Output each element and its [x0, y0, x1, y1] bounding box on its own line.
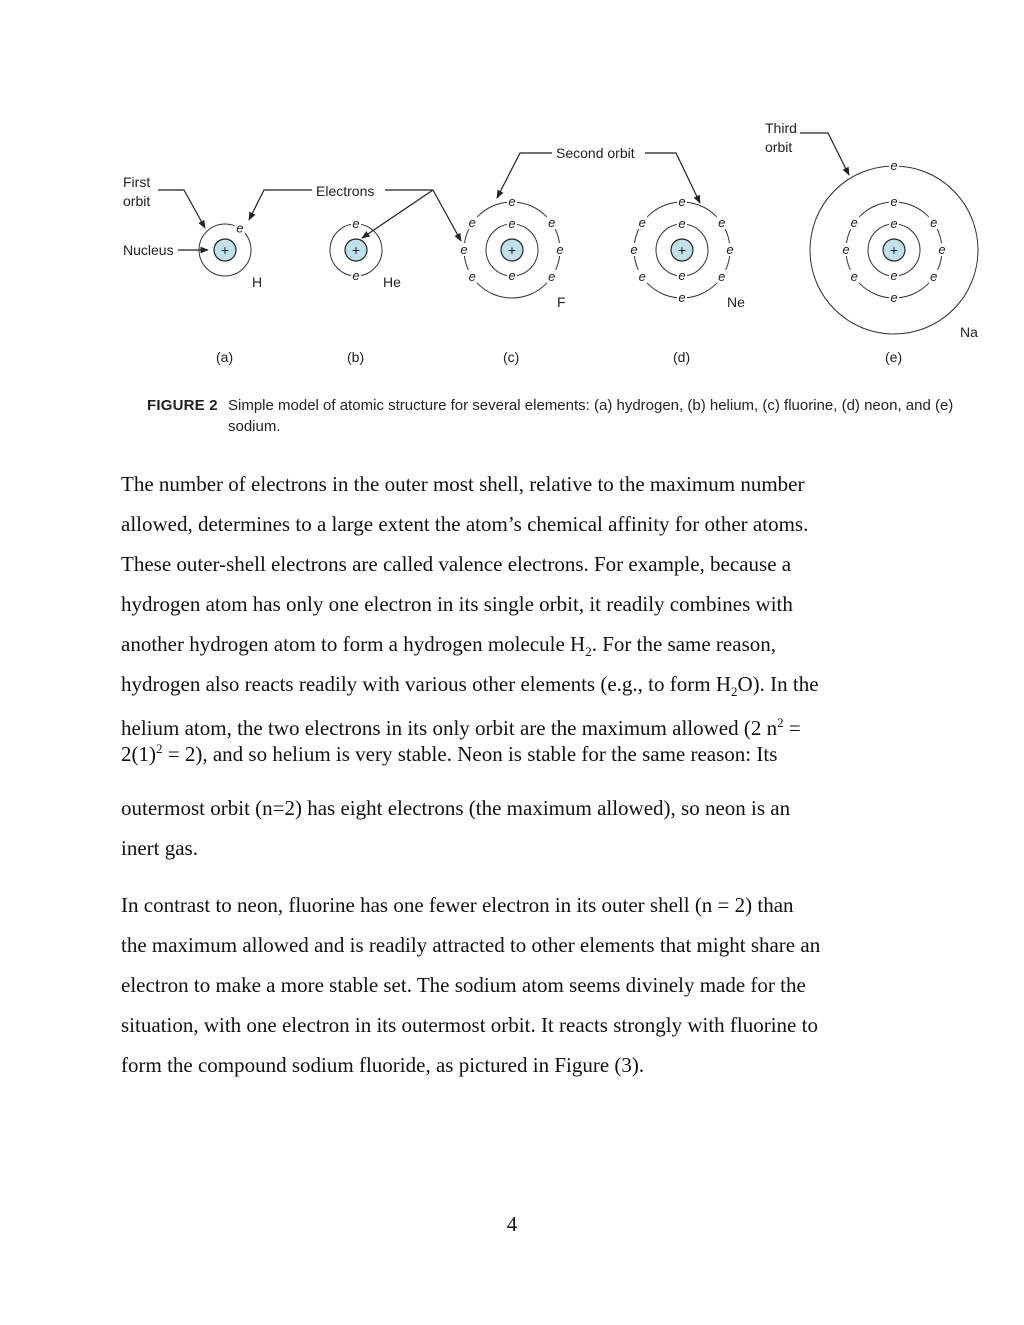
electron: e	[468, 268, 476, 284]
text-run: O). In the	[737, 672, 819, 696]
text-line	[121, 704, 911, 740]
electron: e	[352, 216, 360, 231]
electron: e	[508, 268, 516, 283]
text-line	[121, 664, 911, 704]
text-line: These outer-shell electrons are called valence electrons. For example, because a	[121, 552, 792, 576]
paragraph-fluorine-sodium	[121, 885, 911, 1085]
atom-na	[810, 158, 978, 334]
text-line	[121, 624, 911, 664]
text-line: situation, with one electron in its outermost orbit. It reacts strongly with fluorine to	[121, 1013, 818, 1037]
panel-label-a: (a)	[216, 349, 234, 365]
figure-caption-text: Simple model of atomic structure for several elements: (a) hydrogen, (b) helium, (c) fluorine, (d) neon, and (e) sodium.	[228, 397, 954, 435]
electron-arrow-f	[433, 190, 461, 241]
subscript: 2	[585, 644, 592, 660]
panel-label-d: (d)	[673, 349, 691, 365]
electron: e	[468, 215, 476, 231]
electron: e	[236, 220, 244, 236]
panel-label-c: (c)	[503, 349, 520, 365]
third-orbit-arrow	[800, 133, 849, 175]
electron: e	[630, 242, 638, 257]
third-orbit-label-line1: Third	[765, 120, 797, 136]
first-orbit-arrow	[158, 190, 205, 228]
text-line	[121, 736, 911, 788]
text-line: electron to make a more stable set. The sodium atom seems divinely made for the	[121, 973, 806, 997]
panel-label-b: (b)	[347, 349, 365, 365]
second-orbit-arrow-f	[497, 153, 552, 198]
subscript: 2	[730, 684, 738, 700]
electron: e	[718, 268, 726, 284]
text-line: hydrogen atom has only one electron in its single orbit, it readily combines with	[121, 592, 793, 616]
electron: e	[938, 242, 946, 257]
text-run: = 2), and so helium is very stable. Neon is stable for the same reason: Its	[162, 742, 778, 766]
text-run: hydrogen also reacts readily with various other elements (e.g., to form H	[121, 672, 731, 696]
electron: e	[890, 158, 898, 173]
text-line: In contrast to neon, fluorine has one fewer electron in its outer shell (n = 2) than	[121, 893, 794, 917]
electron: e	[890, 268, 898, 283]
text-line: allowed, determines to a large extent the atom’s chemical affinity for other atoms.	[121, 512, 809, 536]
nucleus-plus: +	[351, 242, 361, 258]
electron: e	[352, 268, 360, 283]
panel-label-e: (e)	[885, 349, 903, 365]
text-line: form the compound sodium fluoride, as pictured in Figure (3).	[121, 1053, 645, 1077]
nucleus-plus: +	[220, 242, 230, 258]
atom-he	[330, 216, 382, 283]
nucleus-plus: +	[507, 242, 517, 258]
electron: e	[678, 194, 686, 209]
text-run: another hydrogen atom to form a hydrogen molecule H	[121, 632, 586, 656]
superscript: 2	[777, 715, 784, 730]
nucleus-plus: +	[889, 242, 899, 258]
nucleus-plus: +	[677, 242, 687, 258]
annotation-arrows	[158, 133, 849, 250]
electron: e	[556, 242, 564, 257]
atomic-structure-figure	[110, 110, 990, 372]
electron: e	[930, 215, 938, 231]
electron: e	[678, 290, 686, 305]
atom-symbol-na: Na	[960, 324, 978, 340]
atom-symbol-f: F	[557, 294, 566, 310]
text-line: inert gas.	[121, 836, 198, 860]
electrons-label: Electrons	[316, 183, 375, 199]
text-run: =	[783, 716, 801, 740]
page-number: 4	[506, 1212, 518, 1236]
electron: e	[548, 215, 556, 231]
electron: e	[842, 242, 850, 257]
atom-symbol-he: He	[383, 274, 401, 290]
atom-h	[199, 221, 251, 276]
nucleus-label: Nucleus	[123, 242, 174, 258]
second-orbit-label: Second orbit	[556, 145, 635, 161]
electron-arrow-h	[249, 190, 312, 220]
electron: e	[890, 290, 898, 305]
electron: e	[508, 194, 516, 209]
text-line: The number of electrons in the outer most shell, relative to the maximum number	[121, 472, 805, 496]
third-orbit-label-line2: orbit	[765, 139, 793, 155]
text-run: 2(1)	[121, 742, 156, 766]
atom-f	[459, 194, 565, 298]
electron: e	[890, 194, 898, 209]
atom-symbol-h: H	[252, 274, 263, 290]
text-line: outermost orbit (n=2) has eight electrons (the maximum allowed), so neon is an	[121, 796, 791, 820]
superscript: 2	[156, 741, 163, 756]
second-orbit-arrow-ne	[645, 153, 700, 203]
electron: e	[638, 268, 646, 284]
electron: e	[508, 216, 516, 231]
first-orbit-label-line2: orbit	[123, 193, 151, 209]
electron: e	[678, 216, 686, 231]
figure-caption-label: FIGURE 2	[147, 397, 218, 414]
electron: e	[850, 215, 858, 231]
electron: e	[638, 215, 646, 231]
text-run: . For the same reason,	[591, 632, 776, 656]
electron: e	[850, 268, 858, 284]
electron: e	[718, 215, 726, 231]
electron: e	[548, 268, 556, 284]
atom-ne	[629, 194, 735, 305]
text-line: the maximum allowed and is readily attracted to other elements that might share an	[121, 933, 821, 957]
atom-symbol-ne: Ne	[727, 294, 745, 310]
electron: e	[460, 242, 468, 257]
electron: e	[726, 242, 734, 257]
first-orbit-label-line1: First	[123, 174, 151, 190]
electron: e	[678, 268, 686, 283]
electron: e	[890, 216, 898, 231]
paragraph-valence-electrons	[121, 464, 911, 868]
electron: e	[930, 268, 938, 284]
text-run: helium atom, the two electrons in its only orbit are the maximum allowed (2 n	[121, 716, 778, 740]
